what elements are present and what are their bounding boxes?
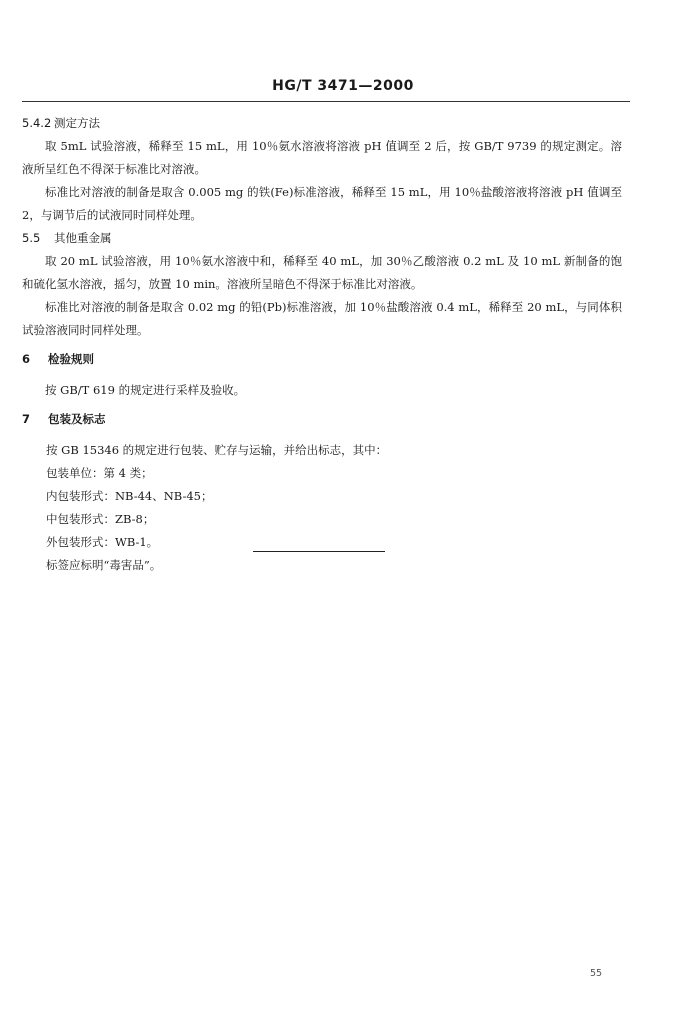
paragraph: 按 GB/T 619 的规定进行采样及验收。: [45, 383, 246, 397]
section-number: 7: [22, 412, 31, 426]
list-line: 包装单位：第 4 类；: [46, 466, 153, 480]
page-header: HG/T 3471—2000: [272, 78, 414, 94]
section-number: 5.4.2: [22, 116, 52, 130]
section-number: 6: [22, 352, 31, 366]
section-7-heading: [22, 408, 622, 431]
list-line: 按 GB 15346 的规定进行包装、贮存与运输，并给出标志，其中：: [46, 443, 388, 457]
page-number: 55: [590, 968, 603, 979]
section-title: 测定方法: [54, 116, 100, 130]
list-line: 标签应标明“毒害品”。: [46, 558, 162, 572]
section-5-5-heading: [22, 227, 622, 250]
paragraph: 取 20 mL 试验溶液，用 10％氨水溶液中和，稀释至 40 mL，加 30％乙酸溶液 0.2 mL 及 10 mL 新制备的饱和硫化氢水溶液，摇匀，放置 10 min。溶液所呈暗色不得深于标准比对溶液。: [22, 254, 622, 291]
paragraph: 标准比对溶液的制备是取含 0.005 mg 的铁(Fe)标准溶液，稀释至 15 mL，用 10％盐酸溶液将溶液 pH 值调至 2，与调节后的试液同时同样处理。: [22, 185, 622, 222]
section-number: 5.5: [22, 231, 41, 245]
section-title: 包装及标志: [48, 412, 106, 426]
section-title: 其他重金属: [54, 231, 112, 245]
paragraph: 取 5mL 试验溶液，稀释至 15 mL，用 10％氨水溶液将溶液 pH 值调至 2 后，按 GB/T 9739 的规定测定。溶液所呈红色不得深于标准比对溶液。: [22, 139, 622, 176]
paragraph: 标准比对溶液的制备是取含 0.02 mg 的铅(Pb)标准溶液，加 10％盐酸溶液 0.4 mL，稀释至 20 mL，与同体积试验溶液同时同样处理。: [22, 300, 622, 337]
list-line: 中包装形式：ZB-8；: [46, 512, 155, 526]
header-rule: [22, 101, 630, 102]
end-of-text-rule: [253, 551, 385, 552]
section-title: 检验规则: [48, 352, 94, 366]
document-body: [22, 112, 622, 577]
list-line: 内包装形式：NB-44、NB-45；: [46, 489, 213, 503]
section-6-heading: [22, 348, 622, 371]
list-line: 外包装形式：WB-1。: [46, 535, 159, 549]
section-5-4-2-heading: [22, 112, 622, 135]
